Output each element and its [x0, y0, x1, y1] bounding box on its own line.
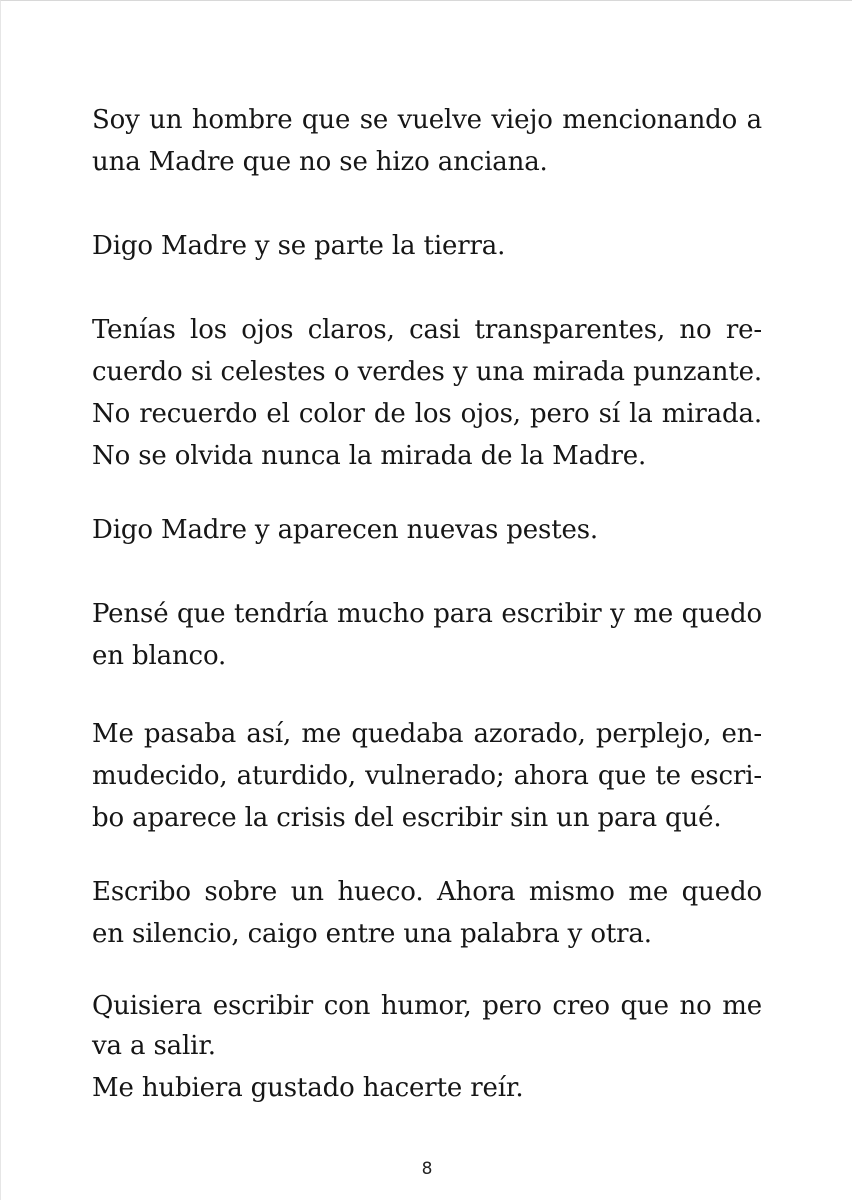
text-line: en blanco.	[92, 641, 227, 671]
text-line: Quisiera escribir con humor, pero creo que no me	[92, 991, 762, 1021]
text-line: una Madre que no se hizo anciana.	[92, 147, 548, 177]
text-line: va a salir.	[92, 1031, 216, 1061]
text-line: Tenías los ojos claros, casi transparentes, no re-	[92, 315, 762, 345]
text-line: No se olvida nunca la mirada de la Madre.	[92, 441, 647, 471]
text-line: mudecido, aturdido, vulnerado; ahora que te escri-	[92, 761, 762, 791]
text-line: No recuerdo el color de los ojos, pero sí la mirada.	[92, 399, 762, 429]
text-line: Pensé que tendría mucho para escribir y me quedo	[92, 599, 762, 629]
text-line: Digo Madre y aparecen nuevas pestes.	[92, 515, 599, 545]
text-line: Me pasaba así, me quedaba azorado, perplejo, en-	[92, 719, 762, 749]
text-line: Escribo sobre un hueco. Ahora mismo me quedo	[92, 877, 762, 907]
text-line: en silencio, caigo entre una palabra y otra.	[92, 919, 652, 949]
text-line: Soy un hombre que se vuelve viejo mencionando a	[92, 105, 762, 135]
text-line: cuerdo si celestes o verdes y una mirada punzante.	[92, 357, 762, 387]
text-line: bo aparece la crisis del escribir sin un para qué.	[92, 803, 722, 833]
page-number: 8	[421, 1159, 433, 1179]
text-line: Digo Madre y se parte la tierra.	[92, 231, 506, 261]
text-line: Me hubiera gustado hacerte reír.	[92, 1073, 524, 1103]
